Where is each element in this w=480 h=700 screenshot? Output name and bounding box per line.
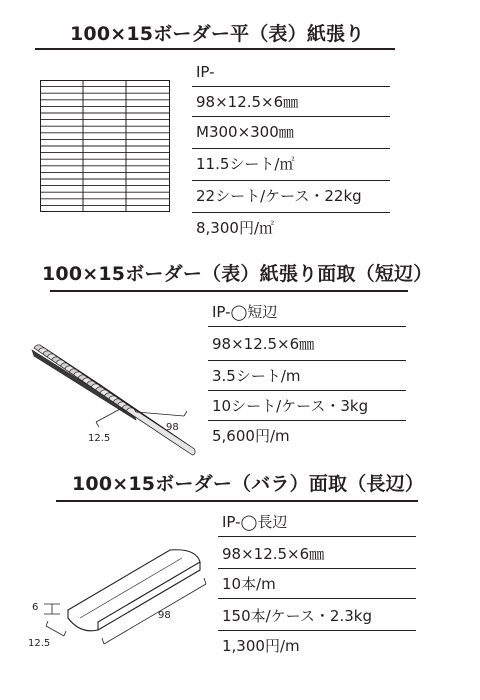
spec-price: 5,600円/m <box>212 427 290 445</box>
dimension-length-label: 98 <box>158 610 171 621</box>
dimension-width-label: 12.5 <box>88 433 111 444</box>
spec-divider <box>192 212 390 213</box>
dimension-width-label: 12.5 <box>28 638 51 649</box>
spec-product-code: IP-◯長辺 <box>222 513 288 531</box>
spec-divider <box>218 568 416 569</box>
tile-sheet-grid-illustration <box>40 80 170 212</box>
spec-coverage: 11.5シート/㎡ <box>196 155 295 173</box>
sheet-edge <box>32 350 136 420</box>
spec-packaging: 22シート/ケース・22kg <box>196 187 362 205</box>
spec-divider <box>208 326 406 327</box>
spec-dimensions: 98×12.5×6㎜ <box>196 93 299 111</box>
spec-divider <box>192 86 390 87</box>
spec-divider <box>218 536 416 537</box>
spec-divider <box>208 390 406 391</box>
dimension-height-label: 6 <box>32 602 39 613</box>
spec-divider <box>218 630 416 631</box>
section-title: 100×15ボーダー平（表）紙張り <box>70 23 365 45</box>
section-flat-border <box>0 0 480 240</box>
spec-dimensions: 98×12.5×6㎜ <box>212 335 315 353</box>
title-underline <box>50 290 408 292</box>
spec-divider <box>208 360 406 361</box>
section-title: 100×15ボーダー（バラ）面取（長辺） <box>72 473 425 495</box>
spec-coverage: 3.5シート/m <box>212 367 301 385</box>
spec-divider <box>192 116 390 117</box>
spec-divider <box>192 148 390 149</box>
spec-dimensions: 98×12.5×6㎜ <box>222 545 325 563</box>
section-long-edge-chamfer <box>0 462 480 692</box>
title-underline <box>35 48 395 50</box>
spec-divider <box>208 420 406 421</box>
spec-sheet-size: M300×300㎜ <box>196 123 294 141</box>
spec-divider <box>192 180 390 181</box>
spec-price: 8,300円/㎡ <box>196 219 274 237</box>
dimension-length-label: 98 <box>166 422 179 433</box>
spec-product-code: IP- <box>196 63 215 81</box>
spec-price: 1,300円/m <box>222 637 300 655</box>
spec-packaging: 10シート/ケース・3kg <box>212 397 369 415</box>
section-short-edge-chamfer <box>0 250 480 460</box>
spec-coverage: 10本/m <box>222 575 276 593</box>
spec-product-code: IP-◯短辺 <box>212 303 278 321</box>
chamfered-tile-illustration <box>20 532 220 682</box>
section-title: 100×15ボーダー（表）紙張り面取（短辺） <box>42 263 433 285</box>
spec-divider <box>218 598 416 599</box>
title-underline <box>56 500 418 502</box>
spec-packaging: 150本/ケース・2.3kg <box>222 607 372 625</box>
